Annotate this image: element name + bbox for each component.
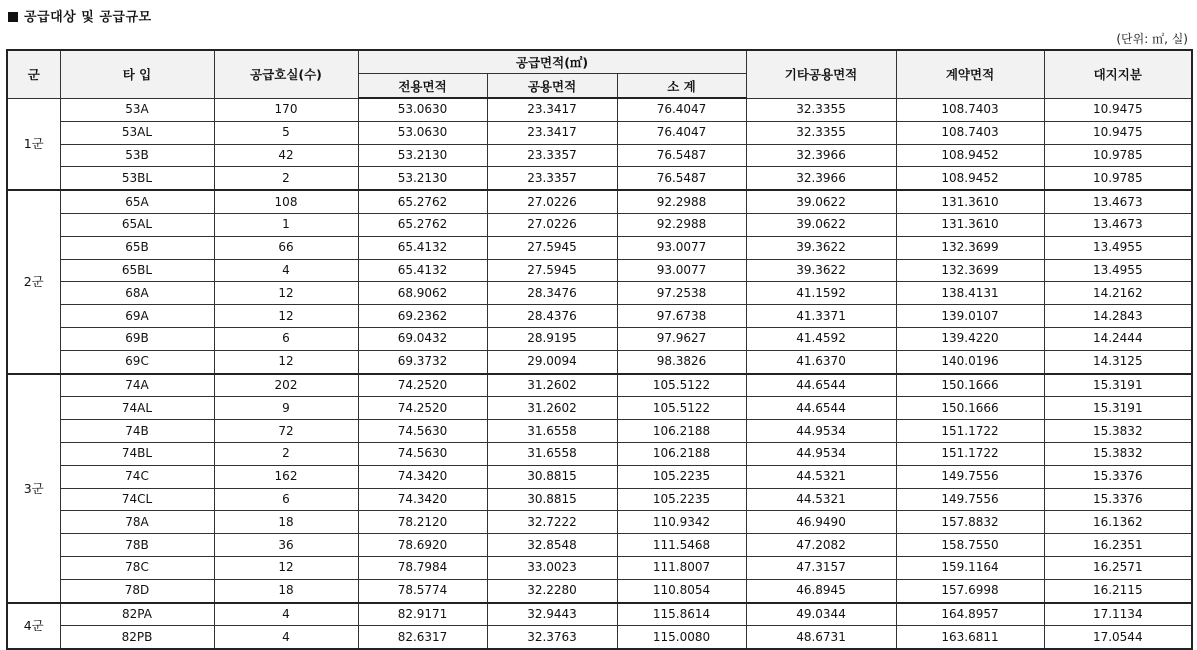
exclusive-cell: 53.0630 bbox=[358, 121, 487, 144]
common-cell: 31.6558 bbox=[487, 442, 617, 465]
subtotal-cell: 76.4047 bbox=[617, 98, 746, 121]
type-cell: 68A bbox=[60, 282, 214, 305]
contract-cell: 150.1666 bbox=[896, 397, 1044, 420]
land-share-cell: 14.2843 bbox=[1044, 305, 1192, 328]
subtotal-cell: 106.2188 bbox=[617, 442, 746, 465]
exclusive-cell: 78.7984 bbox=[358, 556, 487, 579]
other-common-cell: 32.3355 bbox=[746, 121, 896, 144]
units-cell: 36 bbox=[214, 534, 358, 557]
table-row bbox=[7, 121, 1192, 144]
contract-cell: 138.4131 bbox=[896, 282, 1044, 305]
contract-cell: 150.1666 bbox=[896, 374, 1044, 397]
other-common-cell: 41.6370 bbox=[746, 350, 896, 373]
table-row bbox=[7, 282, 1192, 305]
contract-cell: 158.7550 bbox=[896, 534, 1044, 557]
header-contract: 계약면적 bbox=[896, 50, 1044, 98]
land-share-cell: 10.9785 bbox=[1044, 167, 1192, 190]
exclusive-cell: 53.2130 bbox=[358, 167, 487, 190]
header-exclusive: 전용면적 bbox=[358, 74, 487, 99]
common-cell: 32.8548 bbox=[487, 534, 617, 557]
table-row bbox=[7, 98, 1192, 121]
other-common-cell: 39.0622 bbox=[746, 190, 896, 213]
exclusive-cell: 69.0432 bbox=[358, 327, 487, 350]
subtotal-cell: 110.8054 bbox=[617, 579, 746, 602]
type-cell: 74A bbox=[60, 374, 214, 397]
table-row bbox=[7, 534, 1192, 557]
land-share-cell: 13.4955 bbox=[1044, 236, 1192, 259]
land-share-cell: 17.0544 bbox=[1044, 626, 1192, 649]
exclusive-cell: 82.9171 bbox=[358, 603, 487, 626]
subtotal-cell: 110.9342 bbox=[617, 511, 746, 534]
common-cell: 27.5945 bbox=[487, 259, 617, 282]
contract-cell: 164.8957 bbox=[896, 603, 1044, 626]
common-cell: 32.7222 bbox=[487, 511, 617, 534]
common-cell: 31.2602 bbox=[487, 374, 617, 397]
exclusive-cell: 74.3420 bbox=[358, 488, 487, 511]
header-units: 공급호실(수) bbox=[214, 50, 358, 98]
table-row bbox=[7, 626, 1192, 649]
type-cell: 65B bbox=[60, 236, 214, 259]
other-common-cell: 46.9490 bbox=[746, 511, 896, 534]
land-share-cell: 16.2351 bbox=[1044, 534, 1192, 557]
header-group: 군 bbox=[7, 50, 60, 98]
subtotal-cell: 105.5122 bbox=[617, 374, 746, 397]
land-share-cell: 15.3376 bbox=[1044, 465, 1192, 488]
contract-cell: 131.3610 bbox=[896, 213, 1044, 236]
header-land-share: 대지지분 bbox=[1044, 50, 1192, 98]
subtotal-cell: 106.2188 bbox=[617, 420, 746, 443]
land-share-cell: 15.3832 bbox=[1044, 442, 1192, 465]
exclusive-cell: 74.5630 bbox=[358, 420, 487, 443]
other-common-cell: 44.9534 bbox=[746, 442, 896, 465]
units-cell: 42 bbox=[214, 144, 358, 167]
table-row bbox=[7, 190, 1192, 213]
land-share-cell: 14.2444 bbox=[1044, 327, 1192, 350]
units-cell: 2 bbox=[214, 442, 358, 465]
units-cell: 18 bbox=[214, 579, 358, 602]
header-other-common: 기타공용면적 bbox=[746, 50, 896, 98]
type-cell: 69B bbox=[60, 327, 214, 350]
table-row bbox=[7, 167, 1192, 190]
contract-cell: 149.7556 bbox=[896, 465, 1044, 488]
type-cell: 74C bbox=[60, 465, 214, 488]
land-share-cell: 13.4955 bbox=[1044, 259, 1192, 282]
contract-cell: 163.6811 bbox=[896, 626, 1044, 649]
type-cell: 69A bbox=[60, 305, 214, 328]
table-row bbox=[7, 259, 1192, 282]
other-common-cell: 39.3622 bbox=[746, 236, 896, 259]
contract-cell: 108.7403 bbox=[896, 98, 1044, 121]
type-cell: 78C bbox=[60, 556, 214, 579]
other-common-cell: 32.3355 bbox=[746, 98, 896, 121]
other-common-cell: 41.4592 bbox=[746, 327, 896, 350]
group-cell: 4군 bbox=[7, 603, 60, 650]
header-type: 타 입 bbox=[60, 50, 214, 98]
common-cell: 28.9195 bbox=[487, 327, 617, 350]
other-common-cell: 47.3157 bbox=[746, 556, 896, 579]
group-cell: 2군 bbox=[7, 190, 60, 373]
common-cell: 32.9443 bbox=[487, 603, 617, 626]
type-cell: 53BL bbox=[60, 167, 214, 190]
land-share-cell: 17.1134 bbox=[1044, 603, 1192, 626]
units-cell: 4 bbox=[214, 626, 358, 649]
units-cell: 12 bbox=[214, 305, 358, 328]
units-cell: 12 bbox=[214, 350, 358, 373]
units-cell: 66 bbox=[214, 236, 358, 259]
land-share-cell: 10.9785 bbox=[1044, 144, 1192, 167]
exclusive-cell: 65.2762 bbox=[358, 190, 487, 213]
units-cell: 18 bbox=[214, 511, 358, 534]
group-cell: 3군 bbox=[7, 374, 60, 603]
other-common-cell: 46.8945 bbox=[746, 579, 896, 602]
subtotal-cell: 93.0077 bbox=[617, 236, 746, 259]
exclusive-cell: 74.2520 bbox=[358, 397, 487, 420]
units-cell: 162 bbox=[214, 465, 358, 488]
common-cell: 23.3417 bbox=[487, 98, 617, 121]
table-row bbox=[7, 420, 1192, 443]
land-share-cell: 16.2571 bbox=[1044, 556, 1192, 579]
contract-cell: 108.9452 bbox=[896, 144, 1044, 167]
land-share-cell: 13.4673 bbox=[1044, 190, 1192, 213]
units-cell: 2 bbox=[214, 167, 358, 190]
table-row bbox=[7, 511, 1192, 534]
contract-cell: 151.1722 bbox=[896, 442, 1044, 465]
land-share-cell: 10.9475 bbox=[1044, 121, 1192, 144]
table-row bbox=[7, 213, 1192, 236]
table-row bbox=[7, 397, 1192, 420]
type-cell: 53AL bbox=[60, 121, 214, 144]
units-cell: 6 bbox=[214, 488, 358, 511]
units-cell: 1 bbox=[214, 213, 358, 236]
supply-table bbox=[6, 49, 1193, 650]
type-cell: 78D bbox=[60, 579, 214, 602]
contract-cell: 149.7556 bbox=[896, 488, 1044, 511]
subtotal-cell: 92.2988 bbox=[617, 213, 746, 236]
contract-cell: 159.1164 bbox=[896, 556, 1044, 579]
exclusive-cell: 78.5774 bbox=[358, 579, 487, 602]
exclusive-cell: 68.9062 bbox=[358, 282, 487, 305]
subtotal-cell: 115.0080 bbox=[617, 626, 746, 649]
contract-cell: 108.9452 bbox=[896, 167, 1044, 190]
exclusive-cell: 74.2520 bbox=[358, 374, 487, 397]
subtotal-cell: 115.8614 bbox=[617, 603, 746, 626]
page-title bbox=[8, 6, 152, 25]
exclusive-cell: 78.6920 bbox=[358, 534, 487, 557]
contract-cell: 132.3699 bbox=[896, 236, 1044, 259]
land-share-cell: 15.3376 bbox=[1044, 488, 1192, 511]
exclusive-cell: 65.4132 bbox=[358, 259, 487, 282]
other-common-cell: 44.6544 bbox=[746, 397, 896, 420]
table-row bbox=[7, 603, 1192, 626]
unit-note: (단위: ㎡, 실) bbox=[1116, 32, 1188, 46]
land-share-cell: 15.3832 bbox=[1044, 420, 1192, 443]
subtotal-cell: 105.2235 bbox=[617, 465, 746, 488]
common-cell: 27.0226 bbox=[487, 190, 617, 213]
exclusive-cell: 65.4132 bbox=[358, 236, 487, 259]
other-common-cell: 39.0622 bbox=[746, 213, 896, 236]
type-cell: 74CL bbox=[60, 488, 214, 511]
type-cell: 65A bbox=[60, 190, 214, 213]
other-common-cell: 49.0344 bbox=[746, 603, 896, 626]
other-common-cell: 47.2082 bbox=[746, 534, 896, 557]
table-row bbox=[7, 465, 1192, 488]
table-row bbox=[7, 556, 1192, 579]
exclusive-cell: 69.3732 bbox=[358, 350, 487, 373]
subtotal-cell: 105.2235 bbox=[617, 488, 746, 511]
header-supply-area: 공급면적(㎡) bbox=[358, 50, 746, 74]
subtotal-cell: 76.4047 bbox=[617, 121, 746, 144]
other-common-cell: 44.5321 bbox=[746, 488, 896, 511]
exclusive-cell: 74.5630 bbox=[358, 442, 487, 465]
common-cell: 23.3357 bbox=[487, 167, 617, 190]
units-cell: 5 bbox=[214, 121, 358, 144]
type-cell: 69C bbox=[60, 350, 214, 373]
land-share-cell: 16.1362 bbox=[1044, 511, 1192, 534]
other-common-cell: 32.3966 bbox=[746, 144, 896, 167]
subtotal-cell: 76.5487 bbox=[617, 144, 746, 167]
common-cell: 29.0094 bbox=[487, 350, 617, 373]
exclusive-cell: 69.2362 bbox=[358, 305, 487, 328]
contract-cell: 131.3610 bbox=[896, 190, 1044, 213]
other-common-cell: 48.6731 bbox=[746, 626, 896, 649]
type-cell: 74BL bbox=[60, 442, 214, 465]
subtotal-cell: 98.3826 bbox=[617, 350, 746, 373]
common-cell: 30.8815 bbox=[487, 488, 617, 511]
contract-cell: 139.0107 bbox=[896, 305, 1044, 328]
type-cell: 65AL bbox=[60, 213, 214, 236]
type-cell: 53B bbox=[60, 144, 214, 167]
subtotal-cell: 105.5122 bbox=[617, 397, 746, 420]
contract-cell: 108.7403 bbox=[896, 121, 1044, 144]
land-share-cell: 16.2115 bbox=[1044, 579, 1192, 602]
type-cell: 65BL bbox=[60, 259, 214, 282]
contract-cell: 139.4220 bbox=[896, 327, 1044, 350]
other-common-cell: 32.3966 bbox=[746, 167, 896, 190]
type-cell: 82PA bbox=[60, 603, 214, 626]
common-cell: 23.3357 bbox=[487, 144, 617, 167]
contract-cell: 157.6998 bbox=[896, 579, 1044, 602]
type-cell: 53A bbox=[60, 98, 214, 121]
table-row bbox=[7, 236, 1192, 259]
contract-cell: 157.8832 bbox=[896, 511, 1044, 534]
type-cell: 78A bbox=[60, 511, 214, 534]
exclusive-cell: 53.2130 bbox=[358, 144, 487, 167]
other-common-cell: 41.3371 bbox=[746, 305, 896, 328]
units-cell: 6 bbox=[214, 327, 358, 350]
table-row bbox=[7, 374, 1192, 397]
units-cell: 4 bbox=[214, 259, 358, 282]
common-cell: 32.3763 bbox=[487, 626, 617, 649]
table-row bbox=[7, 327, 1192, 350]
square-bullet-icon bbox=[8, 12, 18, 22]
common-cell: 31.2602 bbox=[487, 397, 617, 420]
land-share-cell: 13.4673 bbox=[1044, 213, 1192, 236]
other-common-cell: 44.9534 bbox=[746, 420, 896, 443]
exclusive-cell: 78.2120 bbox=[358, 511, 487, 534]
units-cell: 12 bbox=[214, 282, 358, 305]
common-cell: 28.4376 bbox=[487, 305, 617, 328]
exclusive-cell: 74.3420 bbox=[358, 465, 487, 488]
table-row bbox=[7, 442, 1192, 465]
other-common-cell: 39.3622 bbox=[746, 259, 896, 282]
land-share-cell: 15.3191 bbox=[1044, 397, 1192, 420]
exclusive-cell: 53.0630 bbox=[358, 98, 487, 121]
contract-cell: 132.3699 bbox=[896, 259, 1044, 282]
type-cell: 82PB bbox=[60, 626, 214, 649]
other-common-cell: 41.1592 bbox=[746, 282, 896, 305]
header-subtotal: 소 계 bbox=[617, 74, 746, 99]
subtotal-cell: 111.8007 bbox=[617, 556, 746, 579]
other-common-cell: 44.5321 bbox=[746, 465, 896, 488]
header-common: 공용면적 bbox=[487, 74, 617, 99]
contract-cell: 151.1722 bbox=[896, 420, 1044, 443]
table-row bbox=[7, 350, 1192, 373]
common-cell: 32.2280 bbox=[487, 579, 617, 602]
units-cell: 202 bbox=[214, 374, 358, 397]
units-cell: 170 bbox=[214, 98, 358, 121]
subtotal-cell: 92.2988 bbox=[617, 190, 746, 213]
common-cell: 27.5945 bbox=[487, 236, 617, 259]
contract-cell: 140.0196 bbox=[896, 350, 1044, 373]
units-cell: 72 bbox=[214, 420, 358, 443]
subtotal-cell: 76.5487 bbox=[617, 167, 746, 190]
subtotal-cell: 97.9627 bbox=[617, 327, 746, 350]
common-cell: 33.0023 bbox=[487, 556, 617, 579]
type-cell: 74AL bbox=[60, 397, 214, 420]
land-share-cell: 14.3125 bbox=[1044, 350, 1192, 373]
table-body bbox=[7, 98, 1192, 649]
land-share-cell: 15.3191 bbox=[1044, 374, 1192, 397]
land-share-cell: 14.2162 bbox=[1044, 282, 1192, 305]
type-cell: 78B bbox=[60, 534, 214, 557]
land-share-cell: 10.9475 bbox=[1044, 98, 1192, 121]
table-row bbox=[7, 488, 1192, 511]
table-row bbox=[7, 144, 1192, 167]
exclusive-cell: 82.6317 bbox=[358, 626, 487, 649]
units-cell: 4 bbox=[214, 603, 358, 626]
common-cell: 27.0226 bbox=[487, 213, 617, 236]
common-cell: 23.3417 bbox=[487, 121, 617, 144]
type-cell: 74B bbox=[60, 420, 214, 443]
units-cell: 108 bbox=[214, 190, 358, 213]
exclusive-cell: 65.2762 bbox=[358, 213, 487, 236]
common-cell: 30.8815 bbox=[487, 465, 617, 488]
common-cell: 28.3476 bbox=[487, 282, 617, 305]
table-row bbox=[7, 579, 1192, 602]
common-cell: 31.6558 bbox=[487, 420, 617, 443]
units-cell: 9 bbox=[214, 397, 358, 420]
subtotal-cell: 111.5468 bbox=[617, 534, 746, 557]
subtotal-cell: 97.6738 bbox=[617, 305, 746, 328]
group-cell: 1군 bbox=[7, 98, 60, 190]
subtotal-cell: 97.2538 bbox=[617, 282, 746, 305]
subtotal-cell: 93.0077 bbox=[617, 259, 746, 282]
units-cell: 12 bbox=[214, 556, 358, 579]
table-row bbox=[7, 305, 1192, 328]
other-common-cell: 44.6544 bbox=[746, 374, 896, 397]
page-title-text: 공급대상 및 공급규모 bbox=[24, 10, 152, 25]
